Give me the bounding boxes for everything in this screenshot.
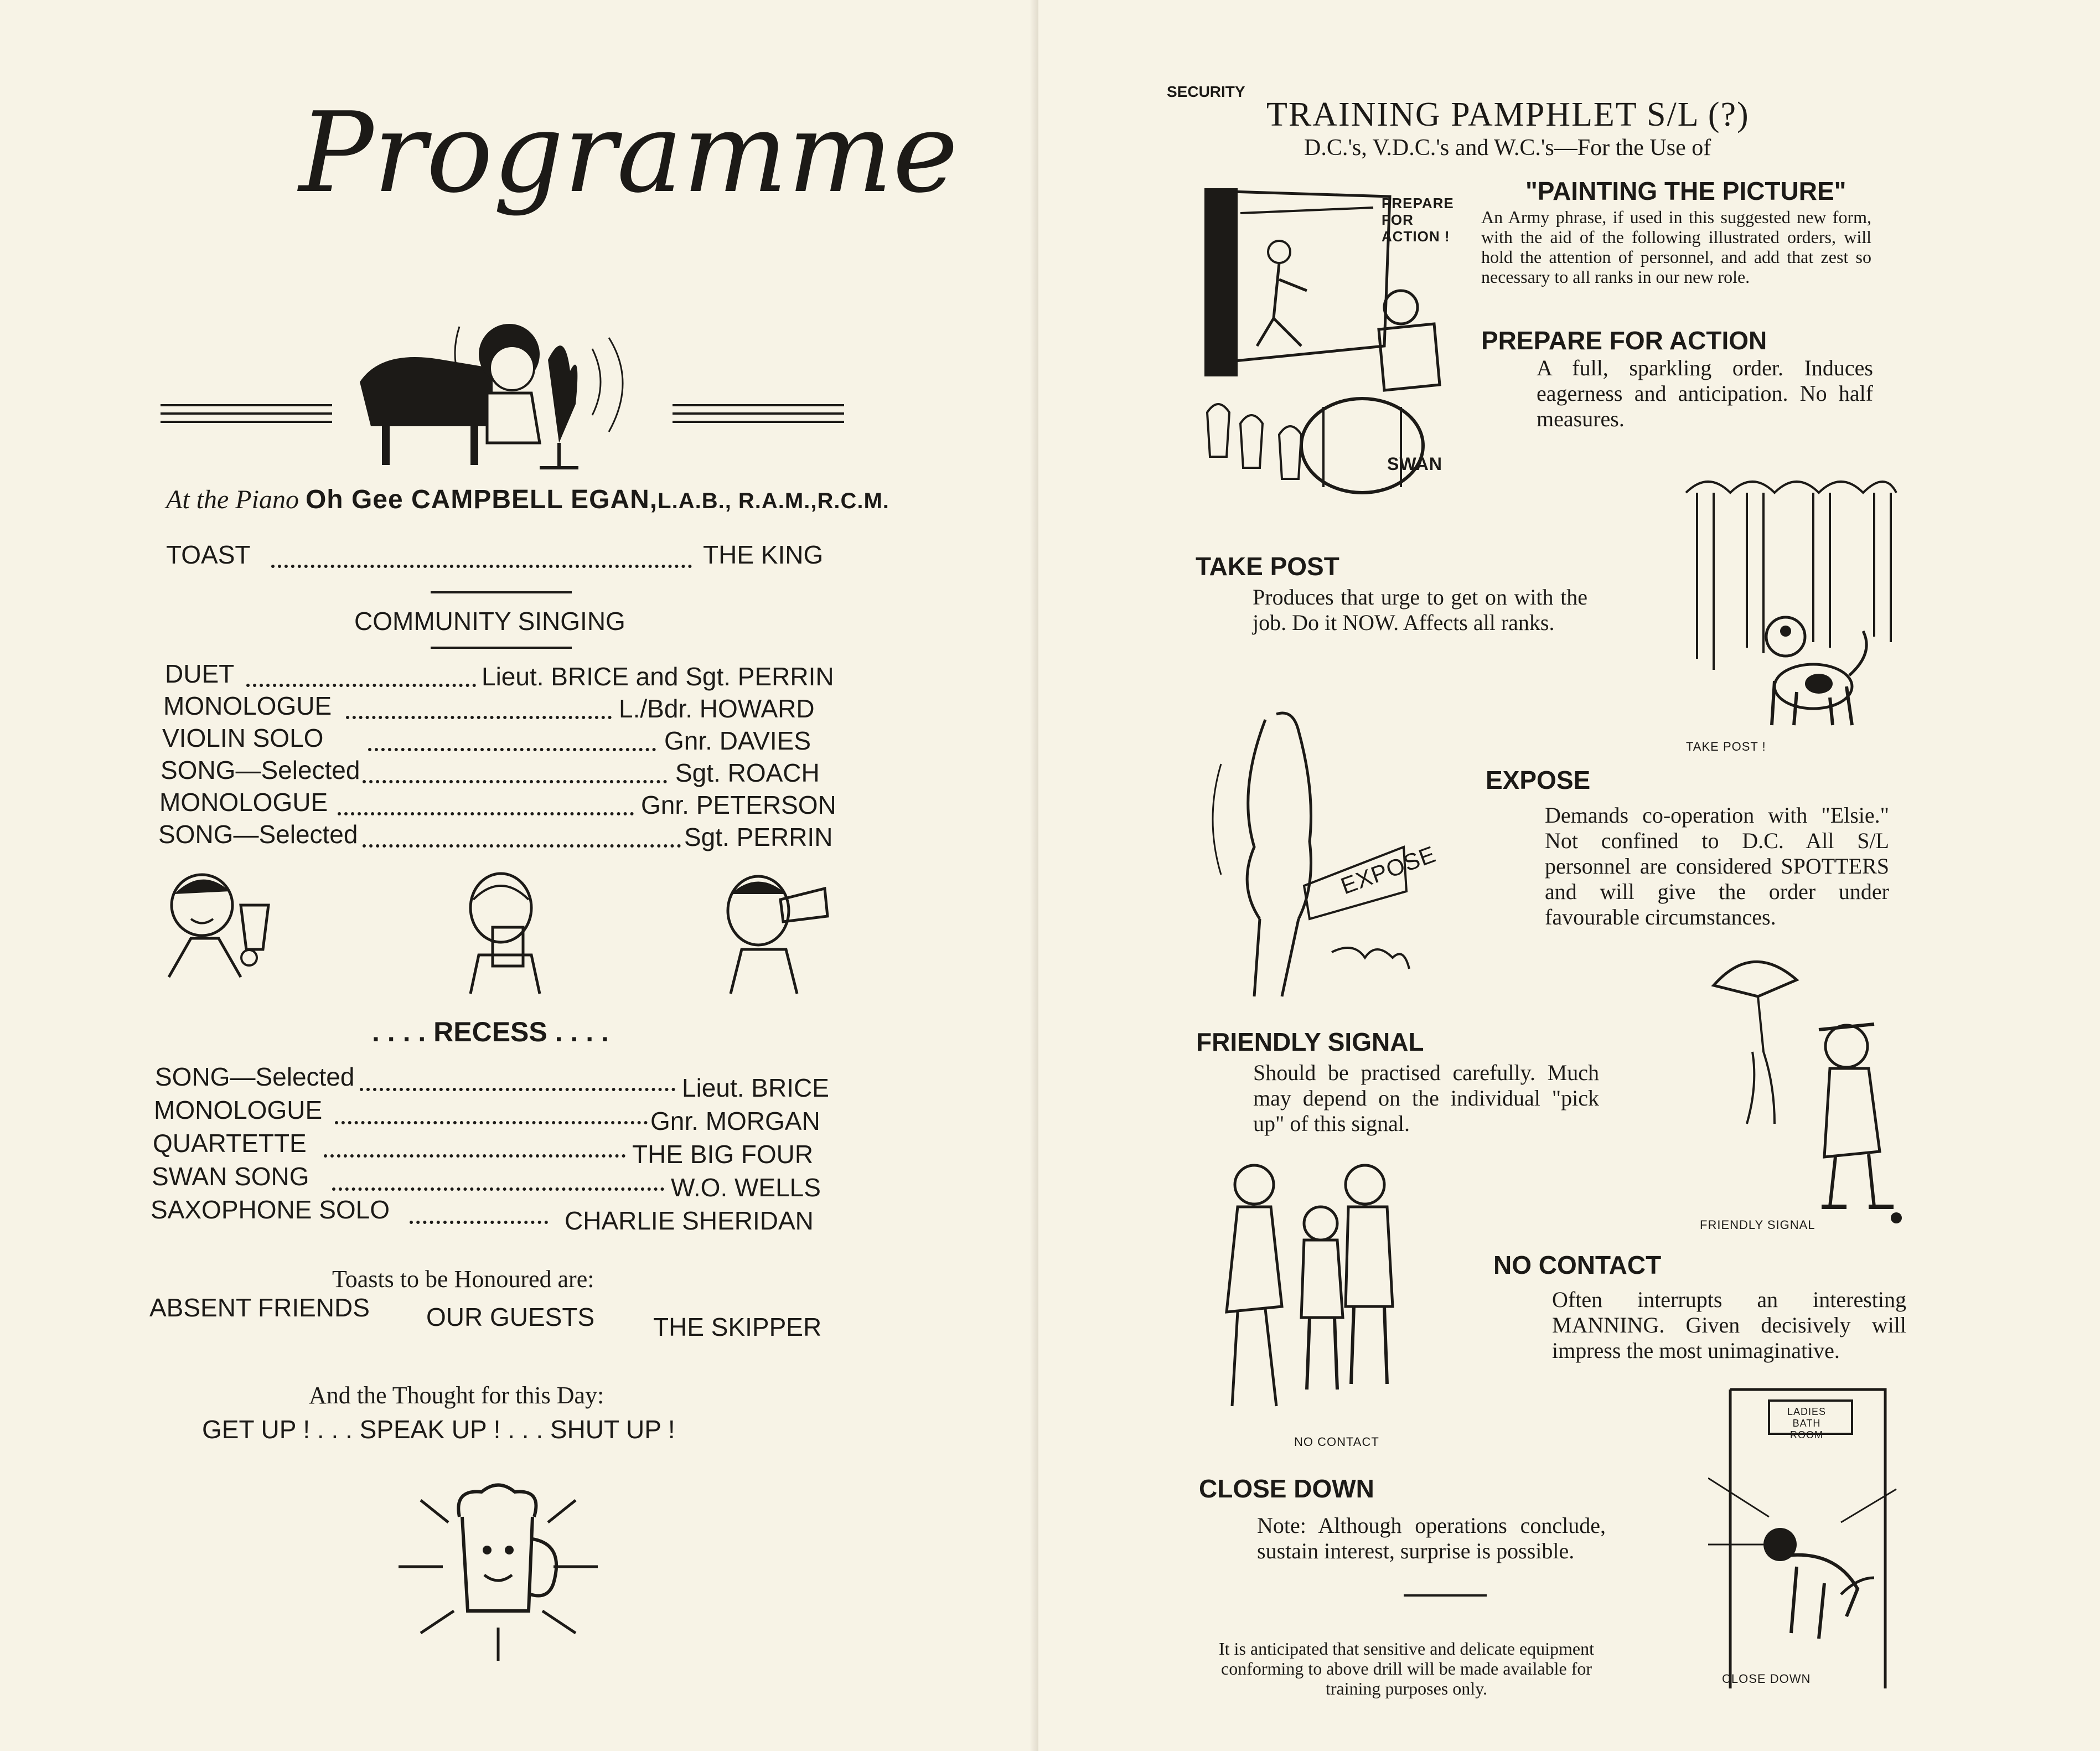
programme-performer: L./Bdr. HOWARD [619, 694, 815, 723]
programme-item: SAXOPHONE SOLO [151, 1195, 390, 1224]
leader-dots [410, 1221, 548, 1224]
expose-text: Demands co-operation with "Elsie." Not confined to D.C. All S/L personnel are considered SPOTTERS and will give the order under favourable circumstances. [1545, 803, 1889, 929]
leader-dots [360, 1088, 675, 1091]
close-down-heading: CLOSE DOWN [1199, 1474, 1374, 1503]
prepare-caption: PREPARE FOR ACTION ! [1382, 195, 1454, 245]
toast-value: THE KING [703, 540, 824, 569]
barrel-label: SWAN [1387, 454, 1442, 474]
programme-item: MONOLOGUE [154, 1096, 323, 1124]
divider-line [673, 404, 844, 406]
no-contact-text: Often interrupts an interesting MANNING. Given decisively will impress the most unimaginative. [1552, 1287, 1906, 1363]
pamphlet-title: TRAINING PAMPHLET S/L (?) [1266, 96, 1750, 133]
recess-heading: . . . . RECESS . . . . [372, 1016, 609, 1047]
programme-performer: Gnr. PETERSON [641, 791, 836, 819]
divider-line [161, 412, 332, 415]
leader-dots [246, 684, 476, 687]
programme-item: MONOLOGUE [159, 788, 328, 817]
toasts-heading: Toasts to be Honoured are: [332, 1266, 594, 1293]
pamphlet-footer: It is anticipated that sensitive and delicate equipment conforming to above drill will be made available for training purposes only. [1219, 1639, 1594, 1698]
no-contact-heading: NO CONTACT [1493, 1251, 1662, 1279]
take-post-heading: TAKE POST [1196, 552, 1339, 581]
pianist-icon [349, 316, 659, 476]
toast-the-skipper: THE SKIPPER [653, 1313, 822, 1341]
no-contact-caption: NO CONTACT [1294, 1435, 1379, 1449]
programme-performer: Sgt. PERRIN [684, 823, 833, 851]
divider-line [431, 591, 572, 593]
leader-dots [271, 565, 692, 568]
leader-dots [363, 780, 667, 783]
divider-line [431, 647, 572, 649]
piano-credit: At the Piano Oh Gee CAMPBELL EGAN,L.A.B., R.A.M.,R.C.M. [166, 485, 889, 514]
expose-heading: EXPOSE [1486, 766, 1591, 794]
friendly-signal-text: Should be practised carefully. Much may depend on the individual "pick up" of this signal. [1253, 1060, 1599, 1136]
programme-performer: Lieut. BRICE and Sgt. PERRIN [482, 662, 834, 691]
programme-performer: Gnr. DAVIES [664, 726, 811, 755]
take-post-caption: TAKE POST ! [1686, 740, 1766, 753]
programme-item: QUARTETTE [153, 1129, 307, 1158]
programme-item: VIOLIN SOLO [162, 724, 324, 752]
pamphlet-page [1038, 0, 2100, 1751]
friendly-signal-caption: FRIENDLY SIGNAL [1700, 1218, 1815, 1232]
toasting-man-icon [158, 866, 285, 988]
painting-text: An Army phrase, if used in this suggested new form, with the aid of the following illustrated orders, will hold the attention of personnel, and add that zest so necessary to all ranks in our new role. [1481, 207, 1871, 287]
toast-our-guests: OUR GUESTS [426, 1303, 595, 1331]
prepare-text: A full, sparkling order. Induces eagerness and anticipation. No half measures. [1537, 355, 1873, 431]
programme-item: SONG—Selected [155, 1062, 355, 1091]
close-down-text: Note: Although operations conclude, sustain interest, surprise is possible. [1257, 1513, 1606, 1563]
prepare-heading: PREPARE FOR ACTION [1481, 326, 1767, 355]
community-singing: COMMUNITY SINGING [354, 607, 625, 636]
programme-title: Programme [299, 89, 959, 218]
divider-line [161, 421, 332, 423]
security-label: SECURITY [1167, 83, 1245, 100]
dog-in-forest-illustration [1675, 471, 1907, 747]
leader-dots [338, 812, 634, 815]
expose-caption: EXPOSE [1337, 840, 1440, 900]
divider-line [673, 412, 844, 415]
friendly-signal-heading: FRIENDLY SIGNAL [1196, 1027, 1424, 1056]
programme-item: MONOLOGUE [163, 691, 332, 720]
leader-dots [324, 1154, 625, 1158]
leader-dots [346, 716, 612, 719]
take-post-text: Produces that urge to get on with the job. Do it NOW. Affects all ranks. [1253, 585, 1587, 635]
programme-performer: THE BIG FOUR [632, 1140, 814, 1169]
divider-line [161, 404, 332, 406]
toast-item: TOAST [166, 540, 251, 569]
friendly-signal-illustration [1703, 941, 1907, 1240]
beer-mug-icon [387, 1467, 609, 1666]
leader-dots [368, 748, 656, 751]
leader-dots [363, 844, 681, 848]
programme-performer: CHARLIE SHERIDAN [565, 1206, 814, 1235]
programme-item: DUET [165, 659, 235, 688]
door-sign: LADIES BATH ROOM [1787, 1406, 1827, 1440]
thought-of-the-day: GET UP ! . . . SPEAK UP ! . . . SHUT UP ! [202, 1415, 675, 1444]
programme-performer: Sgt. ROACH [675, 758, 820, 787]
toast-absent-friends: ABSENT FRIENDS [149, 1293, 370, 1322]
programme-performer: W.O. WELLS [671, 1173, 821, 1202]
divider-line [1404, 1594, 1487, 1597]
programme-performer: Gnr. MORGAN [650, 1107, 820, 1135]
programme-page [0, 0, 1038, 1751]
no-contact-illustration [1204, 1151, 1404, 1445]
pamphlet-subtitle: D.C.'s, V.D.C.'s and W.C.'s—For the Use of [1304, 135, 1711, 161]
drinking-man-icon [448, 866, 559, 999]
raising-glass-man-icon [708, 866, 841, 999]
programme-performer: Lieut. BRICE [682, 1073, 829, 1102]
leader-dots [335, 1121, 648, 1124]
programme-item: SONG—Selected [161, 756, 360, 784]
programme-item: SWAN SONG [152, 1162, 309, 1191]
leader-dots [332, 1187, 664, 1191]
divider-line [673, 421, 844, 423]
close-down-caption: CLOSE DOWN [1722, 1672, 1811, 1686]
painting-heading: "PAINTING THE PICTURE" [1525, 177, 1846, 205]
thought-heading: And the Thought for this Day: [309, 1382, 604, 1409]
programme-item: SONG—Selected [158, 820, 358, 849]
